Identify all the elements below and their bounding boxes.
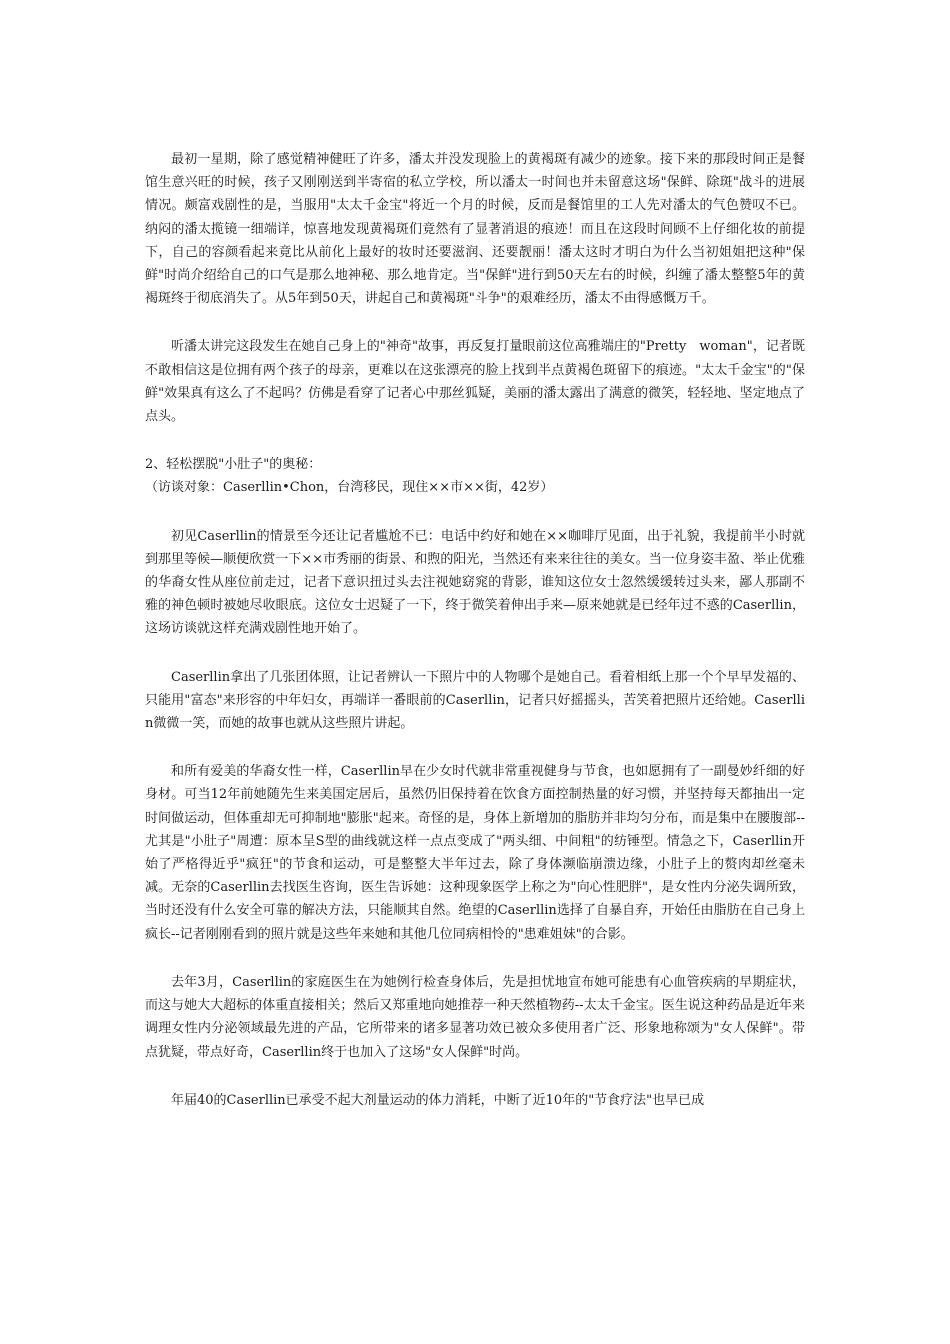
paragraph-4: Caserllin拿出了几张团体照，让记者辨认一下照片中的人物哪个是她自己。看着相纸上那一个个早早发福的、只能用"富态"来形容的中年妇女，再端详一番眼前的Caserllin，记者只好摇摇头，苦笑着把照片还给她。Caserllin微微一笑，而她的故事也就从这些照片讲起。 — [145, 669, 805, 732]
document-body — [145, 148, 805, 1112]
paragraph-5: 和所有爱美的华裔女性一样，Caserllin早在少女时代就非常重视健身与节食，也如愿拥有了一副曼妙纤细的好身材。可当12年前她随先生来美国定居后，虽然仍旧保持着在饮食方面控制热量的好习惯，并坚持每天都抽出一定时间做运动，但体重却无可抑制地"膨胀"起来。奇怪的是，身体上新增加的脂肪并非均匀分布，而是集中在腰腹部--尤其是"小肚子"周遭：原本呈S型的曲线就这样一点点变成了"两头细、中间粗"的纺锤型。情急之下，Caserllin开始了严格得近乎"疯狂"的节食和运动，可是整整大半年过去，除了身体濒临崩溃边缘，小肚子上的赘肉却丝毫未减。无奈的Caserllin去找医生咨询，医生告诉她：这种现象医学上称之为"向心性肥胖"，是女性内分泌失调所致，当时还没有什么安全可靠的解决方法，只能顺其自然。绝望的Caserllin选择了自暴自弃，开始任由脂肪在自己身上疯长--记者刚刚看到的照片就是这些年来她和其他几位同病相怜的"患难姐妹"的合影。 — [145, 764, 805, 942]
paragraph-6: 去年3月，Caserllin的家庭医生在为她例行检查身体后，先是担忧地宣布她可能患有心血管疾病的早期症状，而这与她大大超标的体重直接相关；然后又郑重地向她推荐一种天然植物药--太太千金宝。医生说这种药品是近年来调理女性内分泌领域最先进的产品，它所带来的诸多显著功效已被众多使用者广泛、形象地称颂为"女人保鲜"。带点犹疑，带点好奇，Caserllin终于也加入了这场"女人保鲜"时尚。 — [145, 974, 805, 1060]
paragraph-2: 听潘太讲完这段发生在她自己身上的"神奇"故事，再反复打量眼前这位高雅端庄的"Pretty woman"，记者既不敢相信这是位拥有两个孩子的母亲，更难以在这张漂亮的脸上找到半点黄褐色斑留下的痕迹。"太太千金宝"的"保鲜"效果真有这么了不起吗？仿佛是看穿了记者心中那丝狐疑，美丽的潘太露出了满意的微笑，轻轻地、坚定地点了点头。 — [145, 339, 805, 425]
interview-subject: （访谈对象：Caserllin•Chon，台湾移民，现住××市××街，42岁） — [145, 480, 554, 496]
paragraph-3: 初见Caserllin的情景至今还让记者尴尬不已：电话中约好和她在××咖啡厅见面，出于礼貌，我提前半小时就到那里等候—顺便欣赏一下××市秀丽的街景、和煦的阳光，当然还有来来往往的美女。当一位身姿丰盈、举止优雅的华裔女性从座位前走过，记者下意识扭过头去注视她窈窕的背影，谁知这位女士忽然缓缓转过头来，鄙人那副不雅的神色顿时被她尽收眼底。这位女士迟疑了一下，终于微笑着伸出手来—原来她就是已经年过不惑的Caserllin，这场访谈就这样充满戏剧性地开始了。 — [145, 528, 805, 637]
paragraph-7: 年届40的Caserllin已承受不起大剂量运动的体力消耗，中断了近10年的"节食疗法"也早已成 — [171, 1092, 705, 1108]
paragraph-1: 最初一星期，除了感觉精神健旺了许多，潘太并没发现脸上的黄褐斑有减少的迹象。接下来的那段时间正是餐馆生意兴旺的时候，孩子又刚刚送到半寄宿的私立学校，所以潘太一时间也并未留意这场"保鲜、除斑"战斗的进展情况。颇富戏剧性的是，当服用"太太千金宝"将近一个月的时候，反而是餐馆里的工人先对潘太的气色赞叹不已。纳闷的潘太揽镜一细端详，惊喜地发现黄褐斑们竟然有了显著消退的痕迹！而且在这段时间顾不上仔细化妆的前提下，自己的容颜看起来竟比从前化上最好的妆时还要滋润、还要靓丽！潘太这时才明白为什么当初姐姐把这种"保鲜"时尚介绍给自己的口气是那么地神秘、那么地肯定。当"保鲜"进行到50天左右的时候，纠缠了潘太整整5年的黄褐斑终于彻底消失了。从5年到50天，讲起自己和黄褐斑"斗争"的艰难经历，潘太不由得感慨万千。 — [145, 152, 805, 307]
section-heading: 2、轻松摆脱"小肚子"的奥秘： — [145, 457, 322, 473]
